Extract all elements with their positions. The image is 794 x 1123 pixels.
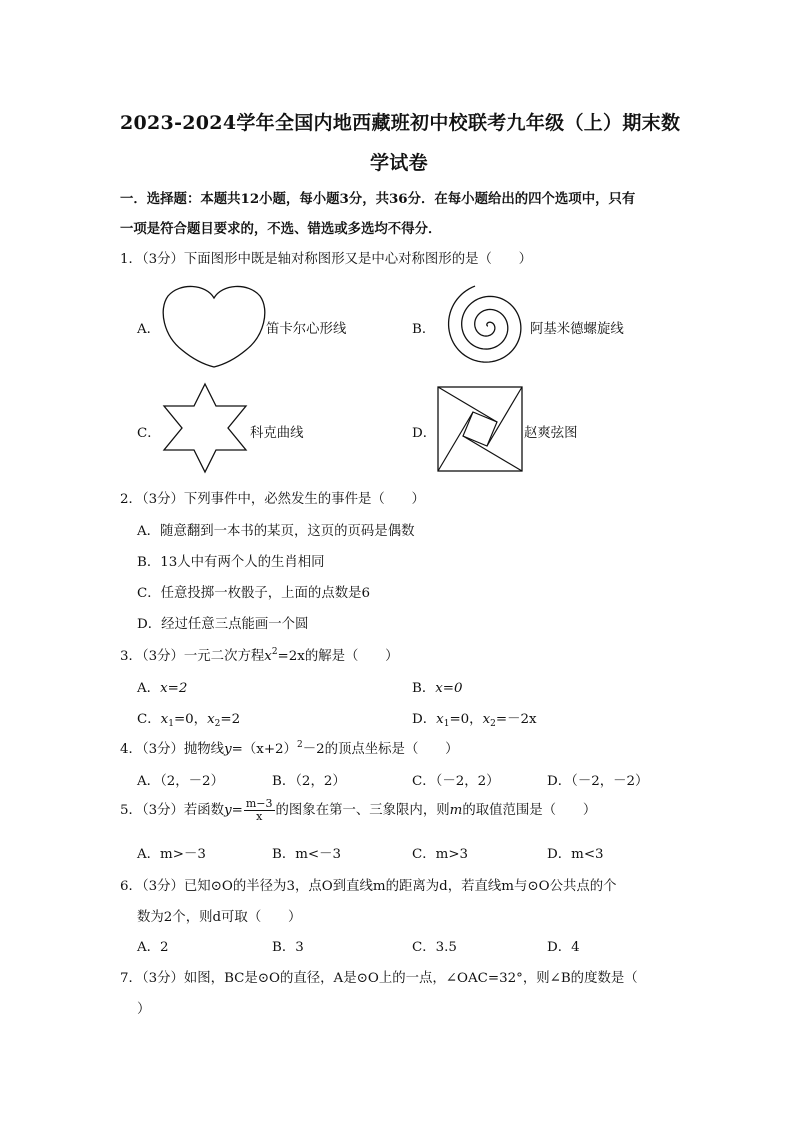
q4-stem-pre: 4．（3分）抛物线 xyxy=(120,742,225,757)
question-7-stem-line1: 7．（3分）如图，BC是⊙O的直径，A是⊙O上的一点，∠OAC=32°，则∠B的度数是（ xyxy=(120,971,638,986)
heart-curve-icon xyxy=(162,284,266,368)
star-icon xyxy=(162,382,248,474)
q2-option-c: C．任意投掷一枚骰子，上面的点数是6 xyxy=(137,586,371,601)
q1-option-a-label: 笛卡尔心形线 xyxy=(266,322,347,337)
q3-option-c-letter: C． xyxy=(137,712,161,727)
q3-d-val2: =－2x xyxy=(495,712,537,727)
q3-d-val1: =0， xyxy=(449,712,483,727)
q5-var-m: m xyxy=(449,803,463,818)
q3-d-sub2: 2 xyxy=(490,719,496,729)
q3-option-d xyxy=(412,708,537,729)
q5-option-b: B．m<－3 xyxy=(272,847,342,862)
q5-func-y: y= xyxy=(224,803,243,818)
q3-d-x2: x xyxy=(482,712,491,727)
q5-option-a: A．m>－3 xyxy=(137,847,206,862)
q4-option-a: A．（2，－2） xyxy=(137,774,224,789)
q3-c-val1: =0， xyxy=(173,712,208,727)
q5-fraction-denominator: x xyxy=(256,810,263,823)
q4-option-c: C．（－2，2） xyxy=(412,774,500,789)
q3-eq-rhs: =2x xyxy=(277,649,305,664)
question-3-stem xyxy=(120,645,399,664)
q3-option-b-letter: B． xyxy=(412,681,436,696)
q4-func-body: =（x+2） xyxy=(231,742,297,757)
spiral-icon xyxy=(436,282,528,370)
q1-option-c-label: 科克曲线 xyxy=(250,426,304,441)
section-instructions-line2: 一项是符合题目要求的，不选、错选或多选均不得分． xyxy=(120,221,442,237)
q2-option-b: B．13人中有两个人的生肖相同 xyxy=(137,555,325,570)
q5-fraction xyxy=(244,798,275,823)
q3-option-b-text: x=0 xyxy=(435,681,463,696)
question-7-stem-line2: ） xyxy=(137,1002,151,1017)
q3-c-x2: x xyxy=(207,712,215,727)
q3-c-x1: x xyxy=(160,712,169,727)
q3-eq-exponent: 2 xyxy=(271,647,278,657)
q1-option-d-letter: D． xyxy=(412,426,437,441)
question-6-stem-line1: 6．（3分）已知⊙O的半径为3，点O到直线m的距离为d，若直线m与⊙O公共点的个 xyxy=(120,879,617,894)
q5-option-d: D．m<3 xyxy=(547,847,604,862)
q1-option-d-label: 赵爽弦图 xyxy=(524,426,578,441)
q3-option-d-letter: D． xyxy=(412,712,437,727)
q6-option-c: C．3.5 xyxy=(412,940,457,955)
q4-func-exponent: 2 xyxy=(296,740,303,750)
q4-option-b: B．（2，2） xyxy=(272,774,346,789)
q4-option-d: D．（－2，－2） xyxy=(547,774,649,789)
q3-eq-x: x xyxy=(264,649,272,664)
q3-option-a-letter: A． xyxy=(137,681,161,696)
page-title-line1: 2023-2024学年全国内地西藏班初中校联考九年级（上）期末数 xyxy=(120,112,681,134)
q2-option-a: A．随意翻到一本书的某页，这页的页码是偶数 xyxy=(137,524,415,539)
q3-option-b xyxy=(412,677,463,696)
question-6-stem-line2: 数为2个，则d可取（ ） xyxy=(137,910,302,925)
section-instructions-line1: 一．选择题：本题共12小题，每小题3分，共36分．在每小题给出的四个选项中，只有 xyxy=(120,191,636,207)
q6-option-d: D．4 xyxy=(547,940,580,955)
q1-option-b-letter: B． xyxy=(412,322,436,337)
q3-option-a xyxy=(137,677,187,696)
q4-func-y: y xyxy=(224,742,232,757)
q6-option-b: B．3 xyxy=(272,940,304,955)
q3-c-sub2: 2 xyxy=(214,719,221,729)
q3-stem-post: 的解是（ ） xyxy=(304,649,399,664)
pinwheel-square-icon xyxy=(437,386,523,472)
q3-stem-pre: 3．（3分）一元二次方程 xyxy=(120,649,265,664)
q5-stem-end: 的取值范围是（ ） xyxy=(462,803,597,818)
q1-option-a-letter: A． xyxy=(137,322,161,337)
q5-stem-post: 的图象在第一、三象限内，则 xyxy=(275,803,450,818)
q4-stem-post: －2的顶点坐标是（ ） xyxy=(302,742,459,757)
question-5-stem xyxy=(120,798,596,823)
q3-d-x1: x xyxy=(436,712,444,727)
q3-c-val2: =2 xyxy=(220,712,241,727)
q6-option-a: A．2 xyxy=(137,940,169,955)
q5-option-c: C．m>3 xyxy=(412,847,469,862)
q3-d-sub1: 1 xyxy=(443,719,450,729)
q5-stem-pre: 5．（3分）若函数 xyxy=(120,803,225,818)
q3-option-c xyxy=(137,708,240,729)
q3-option-a-text: x=2 xyxy=(160,681,188,696)
question-4-stem xyxy=(120,738,459,757)
page-title-line2: 学试卷 xyxy=(370,152,428,174)
question-1-stem: 1．（3分）下面图形中既是轴对称图形又是中心对称图形的是（ ） xyxy=(120,252,533,267)
q5-fraction-numerator: m−3 xyxy=(245,797,273,810)
question-2-stem: 2．（3分）下列事件中，必然发生的事件是（ ） xyxy=(120,492,425,507)
q1-option-b-label: 阿基米德螺旋线 xyxy=(530,322,624,337)
q3-c-sub1: 1 xyxy=(168,719,174,729)
q1-option-c-letter: C． xyxy=(137,426,161,441)
q2-option-d: D．经过任意三点能画一个圆 xyxy=(137,617,309,632)
